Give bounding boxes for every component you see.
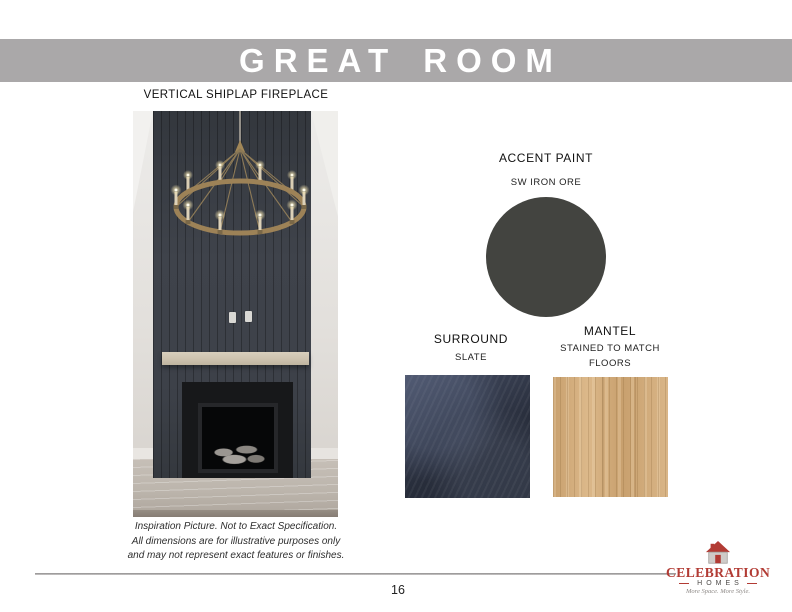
disclaimer-line: and may not represent exact features or finishes. [127, 550, 345, 561]
light-switch [245, 311, 252, 322]
brand-dash [747, 583, 757, 584]
celebration-homes-logo [666, 541, 770, 595]
mantel-wood-swatch [553, 377, 668, 497]
fireplace-photo [133, 111, 338, 517]
fireplace-icon [182, 382, 293, 478]
house-icon [704, 541, 732, 566]
photo-disclaimer [105, 520, 367, 564]
brand-name: CELEBRATION [666, 565, 771, 580]
header-banner [0, 39, 792, 82]
mantel-shelf [162, 352, 309, 365]
mantel-value-line1: STAINED TO MATCH [560, 343, 660, 354]
mantel-value-line2: FLOORS [588, 358, 632, 369]
fireplace-logs [202, 437, 274, 465]
brand-homes: HOMES [697, 580, 743, 587]
surround-slate-swatch [405, 375, 530, 498]
surround-value: SLATE [455, 352, 487, 363]
page-title: GREAT ROOM [239, 42, 562, 79]
light-switch [229, 312, 236, 323]
disclaimer-line: Inspiration Picture. Not to Exact Specification. [134, 521, 338, 532]
disclaimer-line: All dimensions are for illustrative purposes only [131, 535, 341, 547]
accent-paint-label: ACCENT PAINT [498, 151, 594, 165]
page-number: 16 [391, 583, 405, 597]
surround-label: SURROUND [433, 332, 509, 346]
chandelier-icon [133, 111, 338, 246]
firebox [198, 403, 278, 473]
accent-paint-swatch [486, 197, 606, 317]
photo-bottom-edge [133, 510, 338, 517]
photo-label: VERTICAL SHIPLAP FIREPLACE [143, 89, 329, 101]
brand-tagline: More Space. More Style. [686, 588, 750, 595]
accent-paint-value: SW IRON ORE [510, 177, 582, 188]
brand-dash [679, 583, 689, 584]
footer-divider [35, 573, 676, 575]
mantel-label: MANTEL [583, 324, 637, 338]
